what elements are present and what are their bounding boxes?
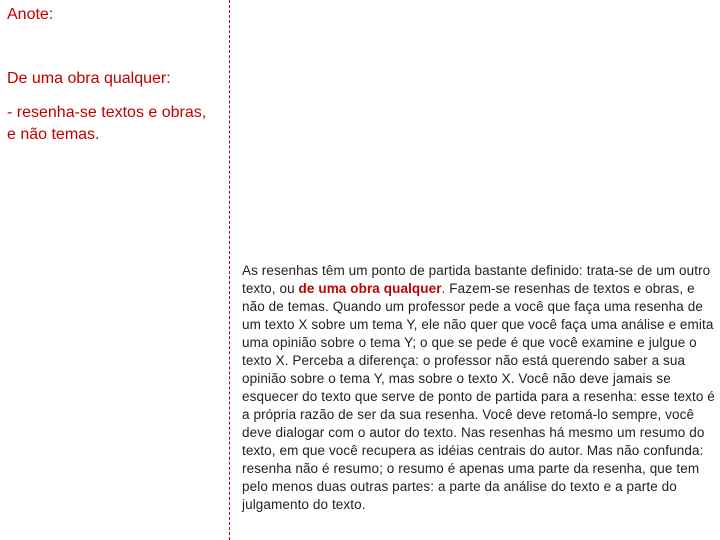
dashed-divider	[229, 0, 230, 540]
highlighted-phrase: de uma obra qualquer	[298, 281, 442, 296]
body-text-part2: . Fazem-se resenhas de textos e obras, e não de temas. Quando um professor pede a você que faça uma resenha de um texto X sobre um tema Y, ele não quer que você faça uma análise e emita uma opinião sobre o tema Y; o que se pede é que você examine e julgue o texto X. Perceba a diferença: o professor não está querendo saber a sua opinião sobre o tema Y, mas sobre o texto X. Você não deve jamais se esquecer do texto que serve de ponto de partida para a resenha: esse texto é a própria razão de ser da sua resenha. Você deve retomá-lo sempre, você deve dialogar com o autor do texto. Nas resenhas há mesmo um resumo do texto, em que você recupera as idéias centrais do autor. Mas não confunda: resenha não é resumo; o resumo é apenas uma parte da resenha, que tem pelo menos duas outras partes: a parte da análise do texto e a parte do julgamento do texto.	[242, 281, 715, 512]
note-title: Anote:	[7, 6, 54, 23]
body-paragraph	[242, 262, 716, 514]
note-subtitle: De uma obra qualquer:	[7, 70, 171, 87]
note-point: - resenha-se textos e obras, e não temas.	[7, 104, 207, 143]
body-text-part1: As resenhas têm um ponto de partida bastante definido: trata-se de um outro texto, ou	[242, 263, 711, 296]
